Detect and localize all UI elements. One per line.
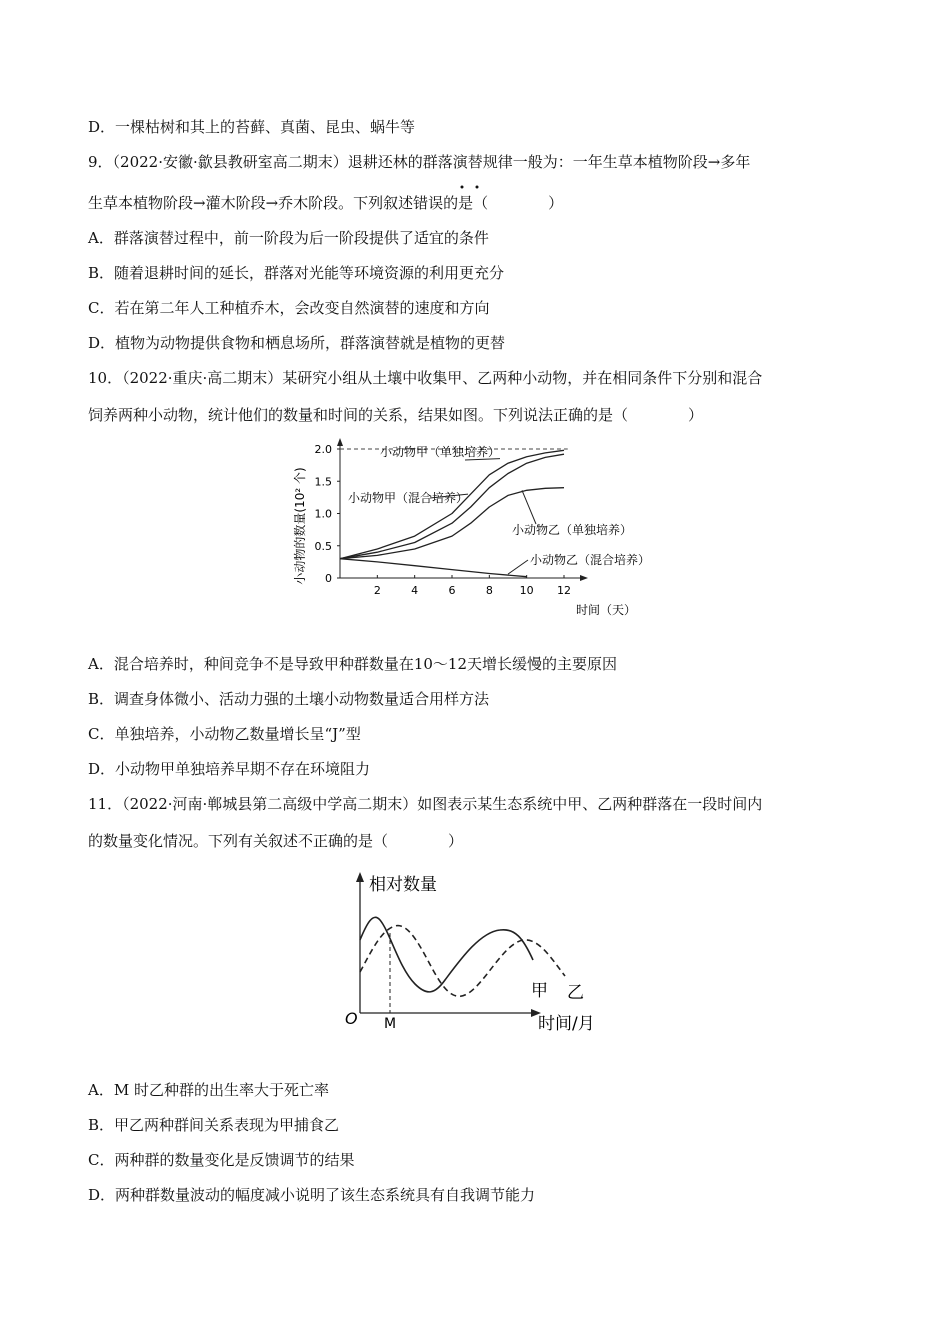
series-jia-single-label: 小动物甲（单独培养） xyxy=(380,445,501,459)
population-growth-chart xyxy=(290,438,670,628)
q10-stem-line2: 饲养两种小动物，统计他们的数量和时间的关系，结果如图。下列说法正确的是（ ） xyxy=(88,406,704,424)
y-axis-label: 小动物的数量(10² 个) xyxy=(293,467,307,585)
q9-option-b: B．随着退耕时间的延长，群落对光能等环境资源的利用更充分 xyxy=(88,264,505,282)
series-yi-mixed-label: 小动物乙（混合培养） xyxy=(530,553,651,567)
series-yi-mixed-line xyxy=(340,559,527,577)
q10-option-a: A．混合培养时，种间竞争不是导致甲种群数量在10～12天增长缓慢的主要原因 xyxy=(88,655,618,673)
q10-option-b: B．调查身体微小、活动力强的土壤小动物数量适合用样方法 xyxy=(88,690,490,708)
y-axis-label: 相对数量 xyxy=(369,875,437,895)
x-tick-label: 4 xyxy=(411,584,419,597)
y-axis-arrow xyxy=(356,872,364,882)
x-tick-label: 8 xyxy=(485,584,493,597)
series-jia-mixed-label: 小动物甲（混合培养） xyxy=(348,491,469,505)
emphasis-dot xyxy=(461,186,464,189)
q10-option-d: D．小动物甲单独培养早期不存在环境阻力 xyxy=(88,760,371,778)
q11-option-d: D．两种群数量波动的幅度减小说明了该生态系统具有自我调节能力 xyxy=(88,1186,536,1204)
series-jia-mixed-line xyxy=(340,454,564,559)
series-yi-single-label: 小动物乙（单独培养） xyxy=(512,523,633,537)
q11-option-a: A．M 时乙种群的出生率大于死亡率 xyxy=(88,1081,329,1099)
q10-option-c: C．单独培养，小动物乙数量增长呈“J”型 xyxy=(88,725,361,743)
origin-label: O xyxy=(345,1009,358,1028)
x-axis-label: 时间（天） xyxy=(575,603,637,617)
y-tick-label: 2.0 xyxy=(314,443,332,456)
x-axis-label: 时间/月 xyxy=(538,1014,595,1034)
y-tick-label: 0 xyxy=(325,572,332,585)
q9-option-a: A．群落演替过程中，前一阶段为后一阶段提供了适宜的条件 xyxy=(88,229,489,247)
x-tick-label: 12 xyxy=(557,584,571,597)
emphasis-dots xyxy=(455,183,485,191)
q10-stem-line1: 10．（2022·重庆·高二期末）某研究小组从土壤中收集甲、乙两种小动物，并在相同条件下分别和混合 xyxy=(88,369,763,387)
q9-option-c: C．若在第二年人工种植乔木，会改变自然演替的速度和方向 xyxy=(88,299,490,317)
q9-option-d: D．植物为动物提供食物和栖息场所，群落演替就是植物的更替 xyxy=(88,334,506,352)
y-axis-arrow xyxy=(337,438,343,446)
q11-option-b: B．甲乙两种群间关系表现为甲捕食乙 xyxy=(88,1116,340,1134)
series-yi-single-leader xyxy=(522,490,536,524)
predator-prey-chart xyxy=(335,868,625,1038)
y-tick-label: 1.0 xyxy=(314,507,332,521)
series-jia-line xyxy=(360,917,533,992)
y-tick-label: 0.5 xyxy=(314,539,332,553)
q9-stem-line2: 生草本植物阶段→灌木阶段→乔木阶段。下列叙述错误的是（ ） xyxy=(88,194,564,212)
emphasis-dot xyxy=(476,186,479,189)
q9-stem-line1: 9．（2022·安徽·歙县教研室高二期末）退耕还林的群落演替规律一般为：一年生草本植物阶段→多年 xyxy=(88,153,751,171)
series-jia-label: 甲 xyxy=(531,981,548,1001)
x-tick-label: 6 xyxy=(448,584,456,597)
q8-option-d: D．一棵枯树和其上的苔藓、真菌、昆虫、蜗牛等 xyxy=(88,118,416,136)
y-tick-label: 1.5 xyxy=(314,475,332,489)
x-tick-label: 2 xyxy=(373,584,381,597)
m-label: M xyxy=(383,1016,397,1032)
x-tick-label: 10 xyxy=(519,584,534,597)
x-axis-arrow xyxy=(580,575,588,581)
q11-stem-line2: 的数量变化情况。下列有关叙述不正确的是（ ） xyxy=(88,832,464,850)
series-yi-label: 乙 xyxy=(567,983,584,1003)
q11-stem-line1: 11．（2022·河南·郸城县第二高级中学高二期末）如图表示某生态系统中甲、乙两种群落在一段时间内 xyxy=(88,795,763,813)
q11-option-c: C．两种群的数量变化是反馈调节的结果 xyxy=(88,1151,355,1169)
series-yi-mixed-leader xyxy=(508,560,528,574)
